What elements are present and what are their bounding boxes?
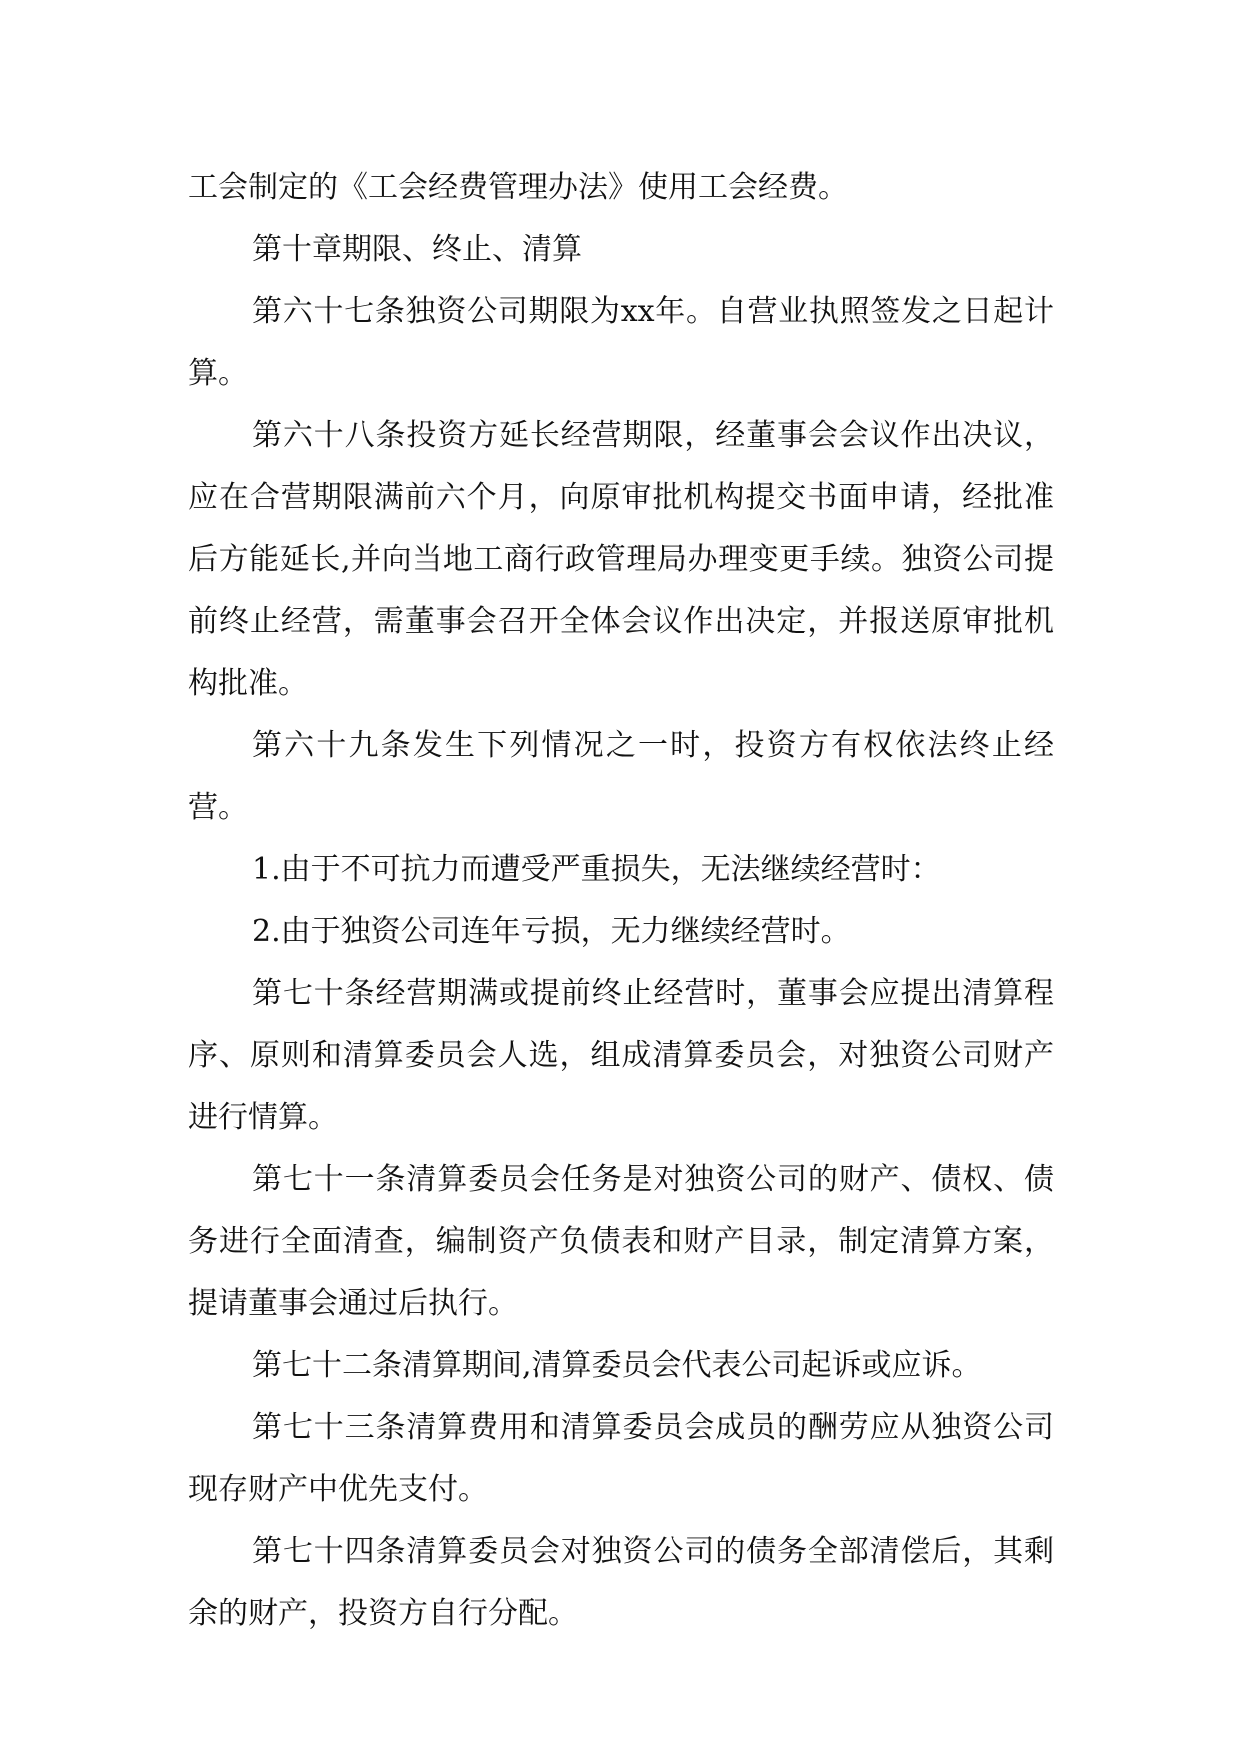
article-67: 第六十七条独资公司期限为xx年。自营业执照签发之日起计算。 (188, 294, 1054, 391)
article-68: 第六十八条投资方延长经营期限，经董事会会议作出决议，应在合营期限满前六个月，向原审批机构提交书面申请，经批准后方能延长,并向当地工商行政管理局办理变更手续。独资公司提前终止经营，需董事会召开全体会议作出决定，并报送原审批机构批准。 (188, 418, 1054, 701)
article-69-item-1: 1.由于不可抗力而遭受严重损失，无法继续经营时： (252, 852, 941, 887)
article-71: 第七十一条清算委员会任务是对独资公司的财产、债权、债务进行全面清查，编制资产负债表和财产目录，制定清算方案，提请董事会通过后执行。 (188, 1162, 1054, 1321)
article-73: 第七十三条清算费用和清算委员会成员的酬劳应从独资公司现存财产中优先支付。 (188, 1410, 1054, 1507)
article-74: 第七十四条清算委员会对独资公司的债务全部清偿后，其剩余的财产，投资方自行分配。 (188, 1534, 1054, 1631)
article-69: 第六十九条发生下列情况之一时，投资方有权依法终止经营。 (188, 728, 1054, 825)
paragraph-continuation: 工会制定的《工会经费管理办法》使用工会经费。 (188, 170, 848, 205)
article-70: 第七十条经营期满或提前终止经营时，董事会应提出清算程序、原则和清算委员会人选，组成清算委员会，对独资公司财产进行情算。 (188, 976, 1054, 1135)
article-72: 第七十二条清算期间,清算委员会代表公司起诉或应诉。 (252, 1348, 982, 1383)
chapter-heading: 第十章期限、终止、清算 (252, 232, 582, 267)
article-69-item-2: 2.由于独资公司连年亏损，无力继续经营时。 (252, 914, 851, 949)
document-body (188, 157, 1054, 1645)
